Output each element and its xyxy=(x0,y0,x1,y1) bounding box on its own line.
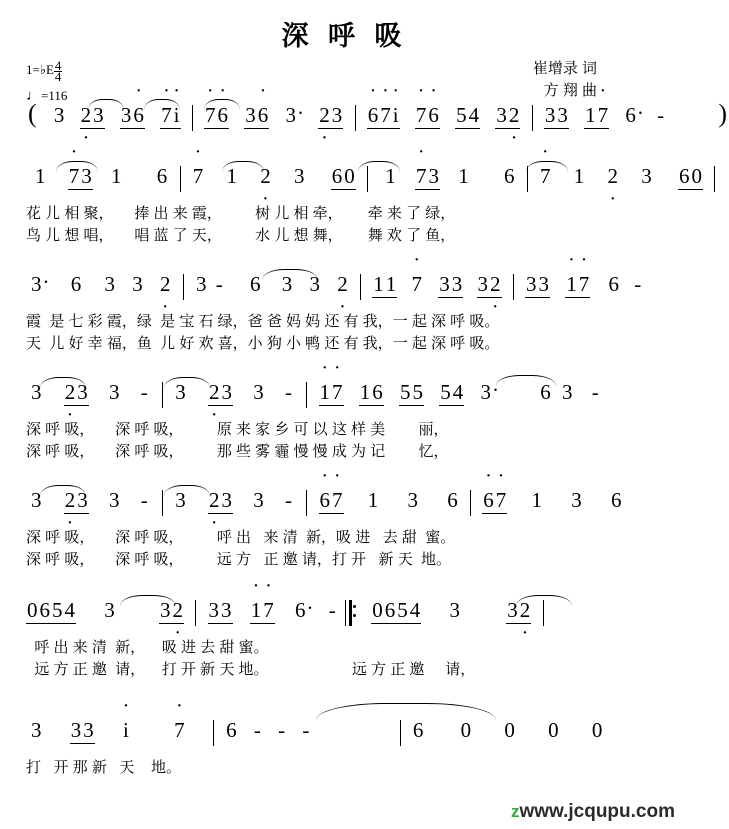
watermark-text: www.jcqupu.com xyxy=(519,801,675,822)
notation-line: 3 33 · i · 7 6 - - - 6 0 0 0 0 xyxy=(26,717,663,757)
lyric-line: 深 呼 吸， 深 呼 吸， 呼 出 来 清 新，吸 进 去 甜 蜜。 xyxy=(26,529,456,546)
credit-composer: 方 翔 曲 xyxy=(543,82,597,99)
key-label: 1= xyxy=(26,62,40,77)
slur xyxy=(40,485,86,496)
key-name: ♭E xyxy=(39,62,54,77)
slur xyxy=(164,377,210,388)
tempo-value: =116 xyxy=(41,88,68,103)
key-signature xyxy=(26,58,62,84)
slur xyxy=(526,161,568,172)
music-system-verse-2 xyxy=(26,271,663,355)
slur xyxy=(262,269,318,280)
lyric-line: 深 呼 吸， 深 呼 吸， 那 些 雾 霾 慢 慢 成 为 记 忆， xyxy=(26,443,449,460)
notation-line: 3 2 ·3 3 - 3 2 ·3 3 - · 1· 7 16 55 54 3 · 6 3 - xyxy=(26,379,663,419)
lyric-line: 呼 出 来 清 新， 吸 进 去 甜 蜜。 xyxy=(26,639,269,656)
slur xyxy=(358,161,400,172)
music-system-verse-5 xyxy=(26,597,663,681)
watermark xyxy=(511,801,675,823)
slur xyxy=(222,161,264,172)
lyric-line: 深 呼 吸， 深 呼 吸， 原 来 家 乡 可 以 这 样 美 丽， xyxy=(26,421,449,438)
music-system-verse-3 xyxy=(26,379,663,463)
lyric-line: 天 儿 好 幸 福，鱼 儿 好 欢 喜，小 狗 小 鸭 还 有 我，一 起 深 呼 吸。 xyxy=(26,335,500,352)
notation-line: 0654 3 32 · 33 · 1· 7 6 · - 0654 3 32 · xyxy=(26,597,663,637)
slur xyxy=(516,595,572,606)
slur xyxy=(316,703,496,720)
lyric-line: 打 开 那 新 天 地。 xyxy=(26,759,182,776)
close-paren: ) xyxy=(718,99,728,128)
music-system-verse-4 xyxy=(26,487,663,571)
notation-line: 3 2 ·3 3 - 3 2 ·3 3 - · 6· 7 1 3 6 · 6· 7 1 3 6 xyxy=(26,487,663,527)
repeat-dots-icon xyxy=(352,598,358,624)
music-system-verse-6 xyxy=(26,717,663,779)
lyric-line: 花 儿 相 聚， 捧 出 来 霞， 树 儿 相 牵， 牵 来 了 绿， xyxy=(26,205,456,222)
slur xyxy=(164,485,210,496)
time-signature-denominator: 4 xyxy=(54,69,62,84)
open-paren: ( xyxy=(28,99,37,128)
slur xyxy=(56,161,98,172)
music-system-intro xyxy=(26,99,728,141)
notation-line: 1 · 73 1 6 · 7 1 2 · 3 60 1 · 73 1 6 · 7 1 2 · 3 60 xyxy=(26,163,663,203)
slur xyxy=(88,99,124,110)
music-system-verse-1 xyxy=(26,163,702,247)
repeat-end-icon xyxy=(344,600,352,626)
watermark-prefix: z xyxy=(510,802,520,821)
lyric-line: 深 呼 吸， 深 呼 吸， 远 方 正 邀 请，打 开 新 天 地。 xyxy=(26,551,452,568)
lyric-line: 远 方 正 邀 请， 打 开 新 天 地。 远 方 正 邀 请， xyxy=(26,661,476,678)
slur xyxy=(120,595,176,606)
slur xyxy=(144,99,180,110)
page-title: 深 呼 吸 xyxy=(281,21,408,51)
time-signature-numerator: 4 xyxy=(54,58,62,73)
slur xyxy=(204,99,240,110)
slur xyxy=(40,377,86,388)
lyric-line: 霞 是 七 彩 霞，绿 是 宝 石 绿，爸 爸 妈 妈 还 有 我，一 起 深 呼 吸。 xyxy=(26,313,500,330)
slur xyxy=(496,375,556,386)
credit-lyricist: 崔增录 词 xyxy=(532,60,597,77)
time-signature xyxy=(54,58,63,84)
lyric-line: 鸟 儿 想 唱， 唱 蓝 了 天， 水 儿 想 舞， 舞 欢 了 鱼， xyxy=(26,227,456,244)
notation-line: 3 · 6 3 3 2 · 3 - 6 3 3 2 · 11 · 7 33 32 · 33 · 1· 7 6 - xyxy=(26,271,663,311)
notation-line: ( 3 2 ·3 3· 6 · 7· i · 7· 6 3· 6 3 · 2 ·3 · 6· 7· i · 7· 6 54 32 · 33 · 1· 7 6 · - ) xyxy=(26,101,663,141)
quarter-note-icon: ♩ xyxy=(26,88,41,104)
